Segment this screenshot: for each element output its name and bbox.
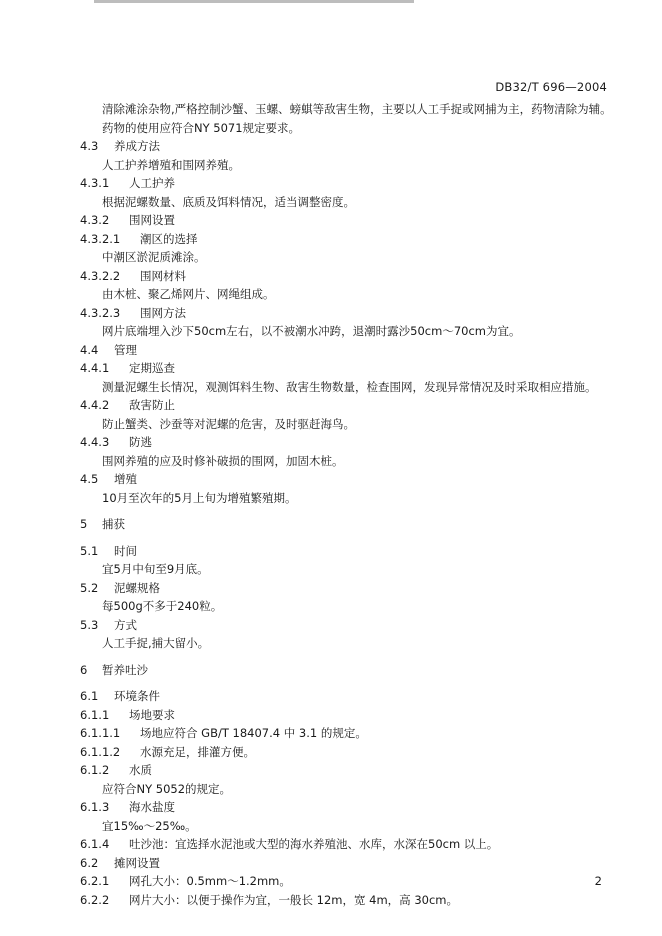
paragraph-text <box>80 248 615 267</box>
paragraph-content: 由木桩、聚乙烯网片、网绳组成。 <box>102 287 275 301</box>
clause-number: 6.1.1.2 <box>80 744 121 759</box>
clause-title: 方式 <box>114 617 137 632</box>
clause-heading <box>80 724 615 743</box>
clause-title: 人工护养 <box>129 176 175 190</box>
clause-number: 4.5 <box>80 472 99 486</box>
clause-number: 6.1 <box>80 689 99 703</box>
clause-heading <box>80 579 615 598</box>
clause-number: 4.4.2 <box>80 398 110 412</box>
section-spacer <box>80 507 615 515</box>
clause-heading <box>80 470 615 489</box>
paragraph-content: 宜5月中旬至9月底。 <box>102 562 209 576</box>
clause-number: 6.1.4 <box>80 837 110 851</box>
clause-heading <box>80 304 615 323</box>
clause-title: 环境条件 <box>114 689 160 703</box>
clause-number: 4.4.1 <box>80 361 110 375</box>
paragraph-text <box>80 634 615 653</box>
clause-number: 4.3.2.3 <box>80 305 121 320</box>
clause-title: 网孔大小：0.5mm～1.2mm。 <box>129 874 291 888</box>
paragraph-content: 每500g不多于240粒。 <box>102 599 223 613</box>
document-id: DB32/T 696—2004 <box>495 80 607 94</box>
clause-title: 围网设置 <box>129 213 175 227</box>
section-spacer <box>80 653 615 661</box>
clause-number: 4.3 <box>80 139 99 153</box>
clause-number: 6.1.3 <box>80 800 110 814</box>
clause-heading <box>80 798 615 817</box>
section-heading <box>80 661 615 680</box>
paragraph-content: 中潮区淤泥质滩涂。 <box>102 250 206 264</box>
page-number: 2 <box>594 874 602 888</box>
clause-heading <box>80 891 615 910</box>
paragraph-text <box>80 817 615 836</box>
paragraph-content: 清除滩涂杂物,严格控制沙蟹、玉螺、螃蜞等敌害生物，主要以人工手捉或网捕为主，药物清除为辅。药物的使用应符合NY 5071规定要求。 <box>102 102 612 135</box>
clause-title: 围网方法 <box>140 305 186 320</box>
clause-number: 4.4.3 <box>80 435 110 449</box>
clause-title: 防逃 <box>129 435 152 449</box>
clause-heading <box>80 743 615 762</box>
clause-title: 海水盐度 <box>129 800 175 814</box>
clause-title: 养成方法 <box>114 139 160 153</box>
paragraph-text <box>80 560 615 579</box>
paragraph-content: 防止蟹类、沙蚕等对泥螺的危害，及时驱赶海鸟。 <box>102 416 355 431</box>
clause-number: 6.2 <box>80 855 99 870</box>
paragraph-content: 宜15‰～25‰。 <box>102 818 197 833</box>
clause-number: 5 <box>80 517 88 531</box>
clause-heading <box>80 137 615 156</box>
clause-heading <box>80 687 615 706</box>
paragraph-text <box>80 193 615 212</box>
clause-number: 6.1.1 <box>80 707 110 722</box>
clause-title: 增殖 <box>114 472 137 486</box>
paragraph-text <box>80 285 615 304</box>
paragraph-content: 根据泥螺数量、底质及饵料情况，适当调整密度。 <box>102 194 355 209</box>
clause-title: 网片大小：以便于操作为宜，一般长 12m，宽 4m，高 30cm。 <box>129 892 458 907</box>
clause-title: 围网材料 <box>140 268 186 283</box>
clause-number: 4.3.2.1 <box>80 231 121 246</box>
clause-heading <box>80 835 615 854</box>
clause-heading <box>80 211 615 230</box>
clause-heading <box>80 433 615 452</box>
clause-heading <box>80 542 615 561</box>
clause-heading <box>80 267 615 286</box>
paragraph-text <box>80 100 615 137</box>
section-heading <box>80 515 615 534</box>
clause-heading <box>80 396 615 415</box>
paragraph-content: 网片底端埋入沙下50cm左右，以不被潮水冲跨，退潮时露沙50cm～70cm为宜。 <box>102 324 521 338</box>
top-header-rule <box>94 0 414 3</box>
clause-title: 场地应符合 GB/T 18407.4 中 3.1 的规定。 <box>140 726 367 740</box>
clause-title: 场地要求 <box>129 707 175 722</box>
clause-title: 泥螺规格 <box>114 580 160 595</box>
clause-heading <box>80 706 615 725</box>
clause-title: 暂养吐沙 <box>102 662 148 677</box>
paragraph-content: 应符合NY 5052的规定。 <box>102 781 232 796</box>
clause-number: 6.1.1.1 <box>80 726 121 740</box>
paragraph-text <box>80 156 615 175</box>
clause-number: 4.3.1 <box>80 176 110 190</box>
paragraph-text <box>80 489 615 508</box>
clause-title: 水源充足，排灌方便。 <box>140 744 255 759</box>
paragraph-text <box>80 452 615 471</box>
clause-number: 5.1 <box>80 543 99 558</box>
clause-heading <box>80 230 615 249</box>
clause-heading <box>80 341 615 360</box>
section-spacer <box>80 534 615 542</box>
clause-title: 摊网设置 <box>114 855 160 870</box>
paragraph-text <box>80 322 615 341</box>
clause-heading <box>80 872 615 891</box>
clause-title: 潮区的选择 <box>140 231 198 246</box>
section-spacer <box>80 679 615 687</box>
paragraph-text <box>80 378 615 397</box>
clause-number: 6 <box>80 662 88 677</box>
clause-title: 定期巡查 <box>129 361 175 375</box>
clause-number: 6.1.2 <box>80 763 110 777</box>
paragraph-content: 测量泥螺生长情况，观测饵料生物、敌害生物数量，检查围网，发现异常情况及时采取相应措施。 <box>102 379 597 394</box>
document-body <box>80 100 615 909</box>
clause-number: 6.2.2 <box>80 892 110 907</box>
clause-heading <box>80 174 615 193</box>
clause-title: 时间 <box>114 543 137 558</box>
clause-title: 捕获 <box>102 517 125 531</box>
clause-number: 5.3 <box>80 617 99 632</box>
paragraph-content: 人工护养增殖和围网养殖。 <box>102 157 240 172</box>
clause-number: 4.3.2 <box>80 213 110 227</box>
clause-heading <box>80 854 615 873</box>
clause-number: 6.2.1 <box>80 874 110 888</box>
clause-heading <box>80 761 615 780</box>
paragraph-text <box>80 780 615 799</box>
clause-number: 4.4 <box>80 342 99 357</box>
clause-title: 敌害防止 <box>129 398 175 412</box>
paragraph-text <box>80 597 615 616</box>
paragraph-text <box>80 415 615 434</box>
clause-heading <box>80 359 615 378</box>
clause-number: 4.3.2.2 <box>80 268 121 283</box>
paragraph-content: 10月至次年的5月上旬为增殖繁殖期。 <box>102 490 297 505</box>
paragraph-content: 人工手捉,捕大留小。 <box>102 636 210 650</box>
clause-title: 水质 <box>129 763 152 777</box>
clause-number: 5.2 <box>80 580 99 595</box>
clause-heading <box>80 616 615 635</box>
clause-title: 吐沙池：宜选择水泥池或大型的海水养殖池、水库，水深在50cm 以上。 <box>129 837 499 851</box>
paragraph-content: 围网养殖的应及时修补破损的围网，加固木桩。 <box>102 453 344 468</box>
clause-title: 管理 <box>114 342 137 357</box>
